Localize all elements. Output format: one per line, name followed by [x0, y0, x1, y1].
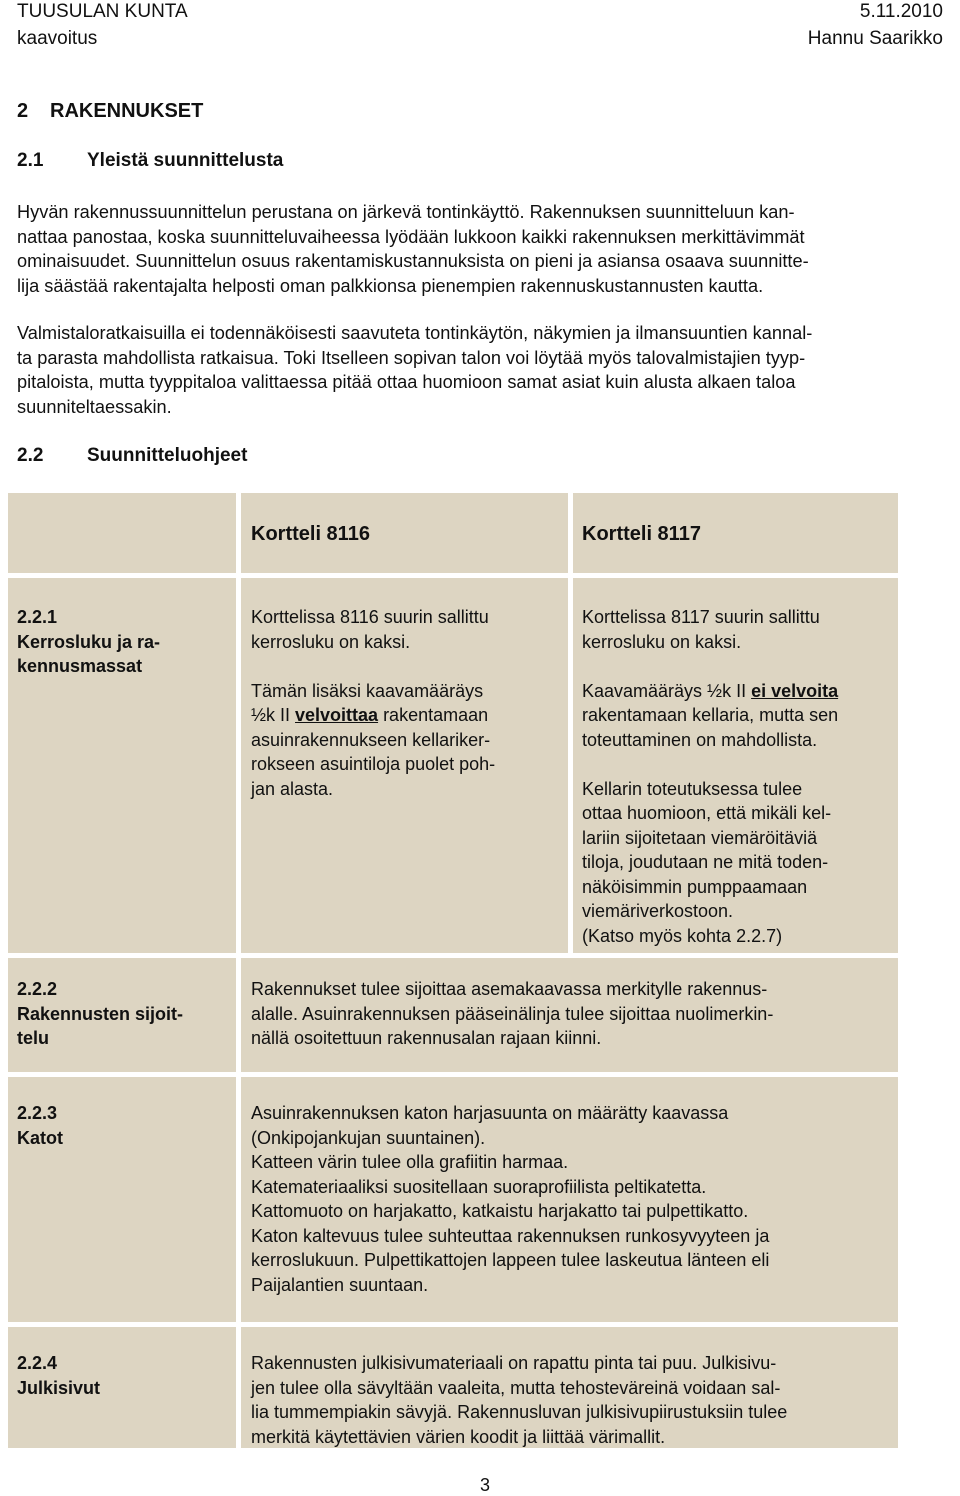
subsection-title: Suunnitteluohjeet: [87, 445, 248, 466]
cell-text-fragment: Kaavamääräys ½k II: [582, 680, 752, 701]
department-name: kaavoitus: [17, 28, 98, 49]
row-label-line: telu: [17, 1028, 50, 1048]
emphasized-text: velvoittaa: [295, 705, 379, 725]
column-header-8117-label: Kortteli 8117: [582, 523, 701, 545]
cell-text-line: näköisimmin pumppaamaan: [582, 876, 808, 897]
row-label-line: 2.2.1: [17, 607, 58, 627]
cell-katot: [241, 1077, 898, 1322]
subsection-heading-2-1: [17, 148, 283, 174]
cell-text-line: [251, 703, 568, 728]
cell-text-line: merkitä käytettävien värien koodit ja liittää värimallit.: [251, 1426, 666, 1447]
row-label-line: 2.2.3: [17, 1103, 58, 1123]
cell-text-line: rokseen asuintiloja puolet poh-: [251, 754, 496, 774]
cell-text-fragment: ½k II: [251, 705, 296, 725]
cell-text-line: lariin sijoitetaan viemäröitäviä: [582, 827, 818, 848]
cell-sijoittelu: [241, 958, 898, 1072]
cell-text-line: Katon kaltevuus tulee suhteuttaa rakennuksen runkosyvyyteen ja: [251, 1225, 770, 1246]
cell-text-line: Korttelissa 8117 suurin sallittu: [582, 607, 820, 627]
subsection-number: 2.1: [17, 150, 44, 171]
cell-text-line: Katteen värin tulee olla grafiitin harmaa.: [251, 1152, 569, 1172]
cell-text-line: tiloja, joudutaan ne mitä toden-: [582, 852, 829, 872]
row-label-line: 2.2.2: [17, 979, 58, 999]
paragraph-line: ominaisuudet. Suunnittelun osuus rakentamiskustannuksista on pieni ja asiansa osaava suunnitte-: [17, 251, 809, 271]
page-header-bottom: [17, 27, 943, 51]
page-header-top: [17, 0, 943, 24]
cell-text-line: Kattomuoto on harjakatto, katkaistu harjakatto tai pulpettikatto.: [251, 1201, 749, 1221]
cell-text-line: Tämän lisäksi kaavamääräys: [251, 680, 484, 701]
cell-text-line: (Onkipojankujan suuntainen).: [251, 1127, 486, 1148]
cell-text-line: jen tulee olla sävyltään vaaleita, mutta tehosteväreinä voidaan sal-: [251, 1377, 781, 1398]
row-label-line: Katot: [17, 1127, 63, 1148]
cell-text-line: viemäriverkostoon.: [582, 901, 734, 921]
paragraph-gap: [251, 654, 568, 679]
subsection-number: 2.2: [17, 445, 44, 466]
row-label-line: Kerrosluku ja ra-: [17, 631, 161, 652]
paragraph-line: Valmistaloratkaisuilla ei todennäköisesti saavuteta tontinkäytön, näkymien ja ilmansuuntien kannal-: [17, 323, 813, 343]
paragraph-general-1: [17, 200, 945, 298]
section-title: RAKENNUKSET: [50, 100, 204, 122]
cell-text-line: rakentamaan kellaria, mutta sen: [582, 705, 839, 725]
guidelines-table: [8, 493, 898, 1448]
paragraph-general-2: [17, 321, 945, 419]
table-corner-cell: [8, 493, 236, 573]
cell-text-line: Katemateriaaliksi suositellaan suoraprofiilista peltikatetta.: [251, 1176, 707, 1197]
row-label-2-2-4: [8, 1327, 236, 1448]
emphasized-text: ei velvoita: [751, 680, 839, 701]
cell-text-line: ottaa huomioon, että mikäli kel-: [582, 803, 832, 823]
document-date: 5.11.2010: [859, 1, 943, 22]
row-label-2-2-2: [8, 958, 236, 1072]
row-label-2-2-3: [8, 1077, 236, 1322]
page-number: 3: [479, 1475, 490, 1495]
cell-text-line: [582, 679, 898, 704]
row-label-2-2-1: [8, 578, 236, 953]
subsection-heading-2-2: [17, 443, 247, 469]
cell-text-line: Korttelissa 8116 suurin sallittu: [251, 607, 489, 627]
paragraph-line: lija säästää rakentajalta helposti oman palkkionsa pienempien rakennuskustannusten kautta.: [17, 275, 764, 296]
cell-text-line: toteuttaminen on mahdollista.: [582, 729, 818, 750]
cell-text-line: Kellarin toteutuksessa tulee: [582, 778, 803, 799]
column-header-8117: [573, 493, 898, 573]
cell-text-line: Asuinrakennuksen katon harjasuunta on määrätty kaavassa: [251, 1103, 729, 1123]
cell-8116-kerrosluku: [241, 578, 568, 953]
cell-text-line: Paijalantien suuntaan.: [251, 1274, 429, 1295]
paragraph-line: suunniteltaessakin.: [17, 396, 172, 417]
paragraph-line: nattaa panostaa, koska suunnitteluvaiheessa lyödään lukkoon kaikki rakennuksen merkittävimmät: [17, 226, 805, 247]
cell-text-line: alalle. Asuinrakennuksen pääseinälinja tulee sijoittaa nuolimerkin-: [251, 1003, 774, 1024]
subsection-title: Yleistä suunnittelusta: [87, 150, 284, 171]
cell-text-line: jan alasta.: [251, 778, 334, 799]
column-header-8116: [241, 493, 568, 573]
paragraph-line: Hyvän rakennussuunnittelun perustana on järkevä tontinkäyttö. Rakennuksen suunnitteluun kan-: [17, 202, 795, 222]
cell-text-line: Rakennukset tulee sijoittaa asemakaavassa merkitylle rakennus-: [251, 979, 768, 999]
cell-text-line: kerroslukuun. Pulpettikattojen lappeen tulee laskeutua länteen eli: [251, 1250, 770, 1270]
cell-text-line: lia tummempiakin sävyjä. Rakennusluvan julkisivupiirustuksiin tulee: [251, 1402, 788, 1422]
cell-text-line: kerrosluku on kaksi.: [251, 631, 411, 652]
cell-text-line: (Katso myös kohta 2.2.7): [582, 925, 783, 946]
column-header-8116-label: Kortteli 8116: [251, 523, 370, 545]
cell-8117-kerrosluku: [573, 578, 898, 953]
row-label-line: 2.2.4: [17, 1353, 58, 1373]
cell-text-line: kerrosluku on kaksi.: [582, 631, 742, 652]
author-name: Hannu Saarikko: [807, 28, 943, 49]
cell-text-line: Rakennusten julkisivumateriaali on rapattu pinta tai puu. Julkisivu-: [251, 1353, 777, 1373]
paragraph-line: ta parasta mahdollista ratkaisua. Toki Itselleen sopivan talon voi löytää myös talovalmistajien tyyp-: [17, 347, 806, 368]
paragraph-gap: [582, 752, 898, 777]
org-name: TUUSULAN KUNTA: [17, 1, 188, 22]
cell-text-line: asuinrakennukseen kellariker-: [251, 729, 491, 750]
paragraph-gap: [582, 654, 898, 679]
row-label-line: Julkisivut: [17, 1377, 101, 1398]
row-label-line: Rakennusten sijoit-: [17, 1003, 184, 1024]
cell-text-line: nällä osoitettuun rakennusalan rajaan kiinni.: [251, 1028, 602, 1048]
paragraph-line: pitaloista, mutta tyyppitaloa valittaessa pitää ottaa huomioon samat asiat kuin alusta alkaen taloa: [17, 372, 796, 392]
cell-julkisivut: [241, 1327, 898, 1448]
section-heading: [17, 98, 203, 124]
section-number: 2: [17, 100, 29, 122]
cell-text-fragment: rakentamaan: [378, 705, 489, 725]
row-label-line: kennusmassat: [17, 656, 143, 676]
